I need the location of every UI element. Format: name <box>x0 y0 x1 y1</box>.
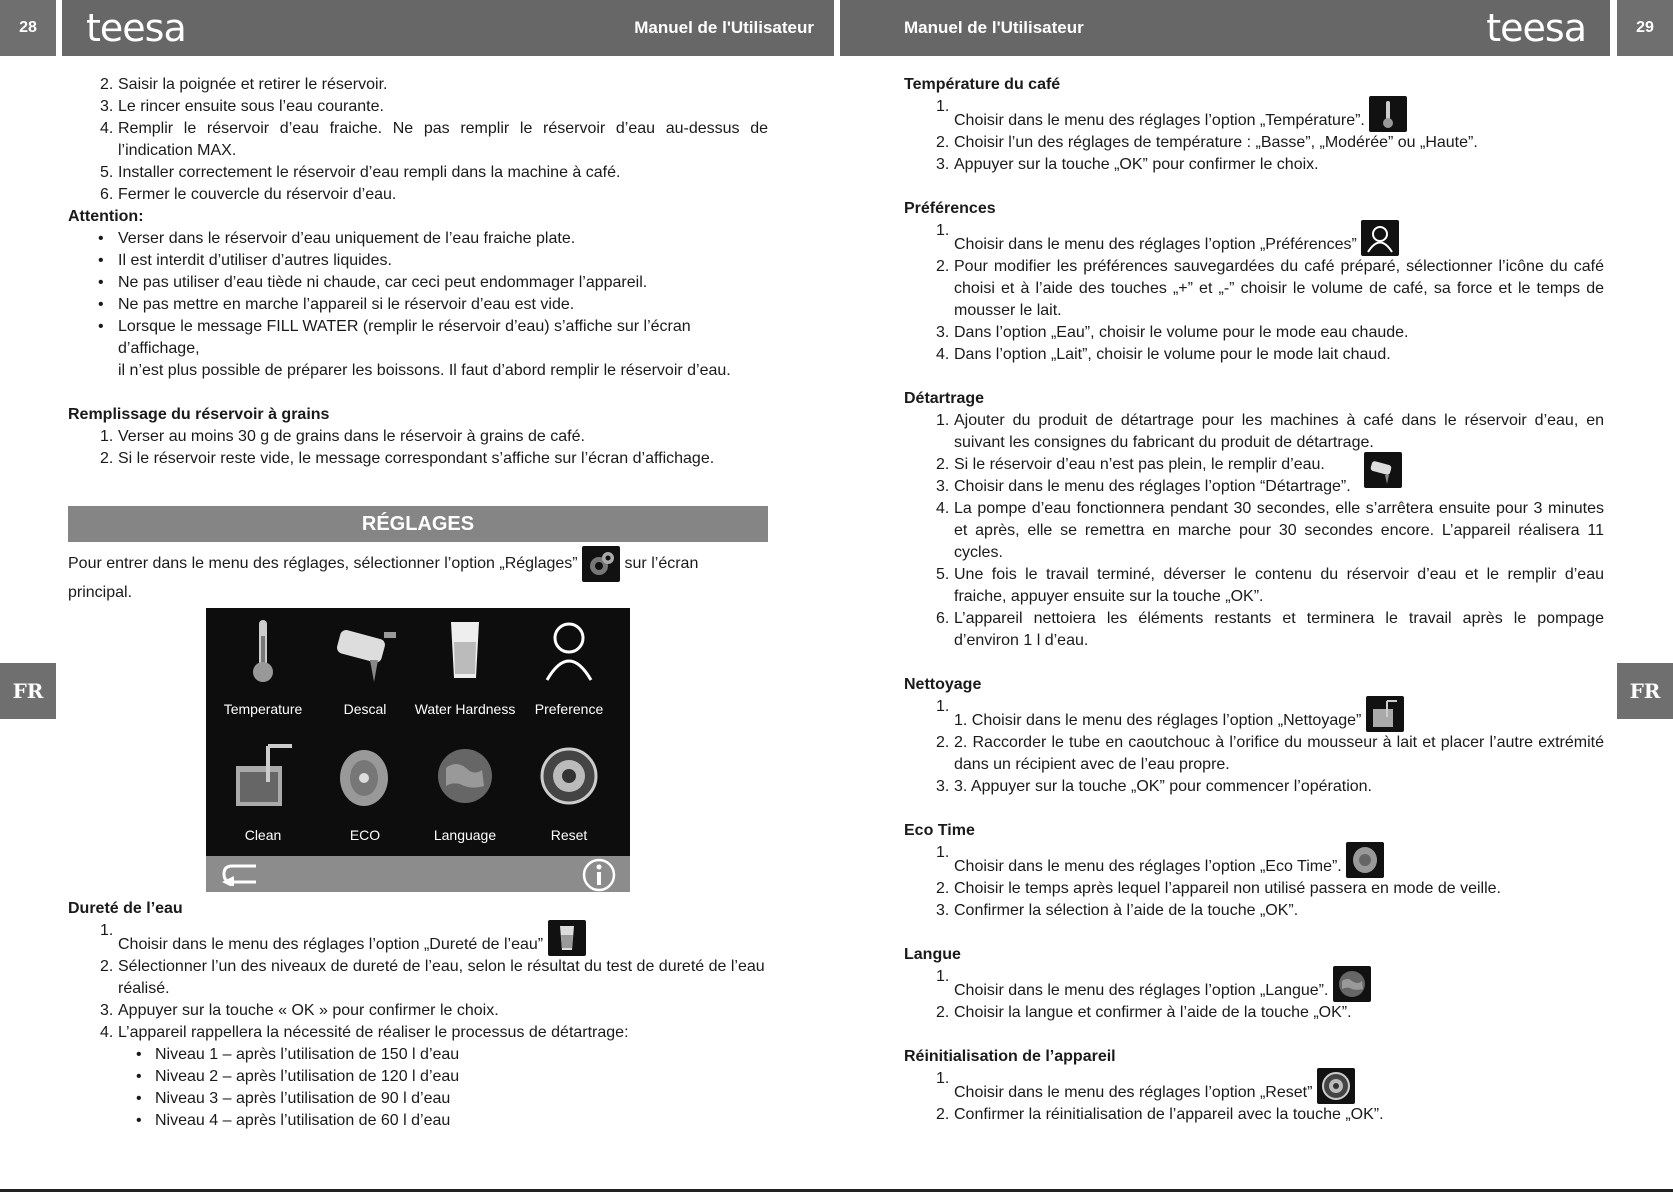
list-item-continued: d’environ 1 l d’eau. <box>954 632 1089 649</box>
list-item: 1. Choisir dans le menu des réglages l’option „Reset” <box>904 1068 1604 1104</box>
language-tab-right: FR <box>1617 663 1673 719</box>
list-item: • Niveau 3 – après l’utilisation de 90 l d’eau <box>136 1090 451 1107</box>
water-glass-icon <box>548 920 586 956</box>
reset-gear-icon <box>534 742 604 812</box>
eco-time-heading: Eco Time <box>904 822 975 839</box>
page-number-left: 28 <box>0 0 56 56</box>
list-item: • Ne pas utiliser d’eau tiède ni chaude, car ceci peut endommager l’appareil. <box>98 274 648 291</box>
screen-tile-water-hardness: Water Hardness <box>412 608 518 732</box>
list-item-continued: dans un récipient avec de l’eau propre. <box>954 756 1230 773</box>
water-glass-icon <box>445 616 485 686</box>
screen-tile-descal: Descal <box>312 608 418 732</box>
list-item: 1. Verser au moins 30 g de grains dans le réservoir à grains de café. <box>100 428 585 445</box>
list-item: 2. Sélectionner l’un des niveaux de dureté de l’eau, selon le résultat du test de dureté de l’eau <box>100 958 765 975</box>
list-item-continued: fraiche, appuyer ensuite sur la touche „OK”. <box>954 588 1264 605</box>
list-item: 1. Ajouter du produit de détartrage pour les machines à café dans le réservoir d’eau, en <box>936 412 1604 429</box>
screen-tile-preference: Preference <box>516 608 622 732</box>
list-item: 2. Confirmer la réinitialisation de l’appareil avec la touche „OK”. <box>936 1106 1384 1123</box>
back-arrow-icon <box>220 862 260 886</box>
list-item: 3. Le rincer ensuite sous l’eau courante. <box>100 98 384 115</box>
screen-tile-reset: Reset <box>516 734 622 858</box>
list-item: 5. Installer correctement le réservoir d’eau rempli dans la machine à café. <box>100 164 621 181</box>
intro-paragraph-continued: principal. <box>68 584 133 601</box>
screen-tile-eco: ECO <box>312 734 418 858</box>
list-item: 1. Choisir dans le menu des réglages l’option „Dureté de l’eau” <box>68 920 768 956</box>
descale-bottle-icon <box>330 616 400 686</box>
list-item: 2. Choisir la langue et confirmer à l’aide de la touche „OK”. <box>936 1004 1352 1021</box>
screen-tile-clean: Clean <box>210 734 316 858</box>
list-item: 4. L’appareil rappellera la nécessité de réaliser le processus de détartrage: <box>100 1024 629 1041</box>
list-item-continued: il n’est plus possible de préparer les boissons. Il faut d’abord remplir le réservoir d’eau. <box>118 362 731 379</box>
list-item: 2. Si le réservoir d’eau n’est pas plein, le remplir d’eau. <box>904 454 1604 476</box>
preferences-heading: Préférences <box>904 200 996 217</box>
detartrage-heading: Détartrage <box>904 390 985 407</box>
header-left <box>62 0 834 56</box>
list-item: 2. 2. Raccorder le tube en caoutchouc à l’orifice du mousseur à lait et placer l’autre extrémité <box>936 734 1604 751</box>
list-item: 1. Choisir dans le menu des réglages l’option „Langue”. <box>904 966 1604 1002</box>
globe-icon <box>1333 966 1371 1002</box>
list-item: 1. Choisir dans le menu des réglages l’option „Préférences” <box>904 220 1604 256</box>
header-title-left: Manuel de l'Utilisateur <box>634 18 814 37</box>
list-item: • Niveau 2 – après l’utilisation de 120 l d’eau <box>136 1068 460 1085</box>
brand-logo: teesa <box>1486 6 1586 50</box>
header-title-right: Manuel de l'Utilisateur <box>904 18 1084 37</box>
screen-tile-language: Language <box>412 734 518 858</box>
list-item: 6. Fermer le couvercle du réservoir d’eau. <box>100 186 397 203</box>
list-item: • Lorsque le message FILL WATER (remplir le réservoir d’eau) s’affiche sur l’écran d’affichage, <box>98 318 691 357</box>
durete-heading: Dureté de l’eau <box>68 900 183 917</box>
intro-paragraph: Pour entrer dans le menu des réglages, sélectionner l’option „Réglages” sur l’écran <box>68 546 768 582</box>
list-item: 4. La pompe d’eau fonctionnera pendant 30 secondes, elle s’arrêtera ensuite pour 3 minutes <box>936 500 1604 517</box>
list-item-continued: l’indication MAX. <box>118 142 237 159</box>
thermometer-icon <box>1369 96 1407 132</box>
list-item: 3. Choisir dans le menu des réglages l’option “Détartrage”. <box>936 478 1351 495</box>
list-item: 6. L’appareil nettoiera les éléments restants et terminera le travail après le pompage <box>936 610 1604 627</box>
page-number-right: 29 <box>1617 0 1673 56</box>
list-item-continued: réalisé. <box>118 980 170 997</box>
list-item-continued: suivant les consignes du fabricant du produit de détartrage. <box>954 434 1374 451</box>
list-item: 3. Appuyer sur la touche „OK” pour confirmer le choix. <box>936 156 1319 173</box>
brand-logo: teesa <box>86 6 186 50</box>
langue-heading: Langue <box>904 946 961 963</box>
eco-power-icon <box>330 742 400 812</box>
clean-container-icon <box>228 742 298 812</box>
section-title-reglages: RÉGLAGES <box>68 506 768 542</box>
right-column <box>904 74 1604 1126</box>
list-item-continued: choisi et à l’aide des touches „+” et „-” choisir le volume de café, sa force et le temps de <box>954 280 1604 297</box>
list-item: • Il est interdit d’utiliser d’autres liquides. <box>98 252 392 269</box>
list-item-continued: mousser le lait. <box>954 302 1062 319</box>
list-item: 3. 3. Appuyer sur la touche „OK” pour commencer l’opération. <box>936 778 1372 795</box>
list-item: 1. 1. Choisir dans le menu des réglages l’option „Nettoyage” <box>904 696 1604 732</box>
list-item: 1. Choisir dans le menu des réglages l’option „Eco Time”. <box>904 842 1604 878</box>
attention-heading: Attention: <box>68 208 144 225</box>
list-item: 2. Si le réservoir reste vide, le message correspondant s’affiche sur l’écran d’affichage. <box>100 450 715 467</box>
list-item: 2. Choisir l’un des réglages de température : „Basse”, „Modérée” ou „Haute”. <box>936 134 1478 151</box>
thermometer-icon <box>243 616 283 686</box>
list-item: • Niveau 1 – après l’utilisation de 150 l d’eau <box>136 1046 460 1063</box>
reset-gear-icon <box>1317 1068 1355 1104</box>
list-item: 2. Saisir la poignée et retirer le réservoir. <box>100 76 388 93</box>
grains-heading: Remplissage du réservoir à grains <box>68 406 330 423</box>
nettoyage-heading: Nettoyage <box>904 676 982 693</box>
list-item: • Niveau 4 – après l’utilisation de 60 l d’eau <box>136 1112 451 1129</box>
list-item: 4. Dans l’option „Lait”, choisir le volume pour le mode lait chaud. <box>936 346 1391 363</box>
globe-icon <box>430 742 500 812</box>
temperature-heading: Température du café <box>904 76 1061 93</box>
clean-container-icon <box>1366 696 1404 732</box>
user-icon <box>539 616 599 686</box>
list-item: 3. Appuyer sur la touche « OK » pour confirmer le choix. <box>100 1002 499 1019</box>
left-column <box>68 74 768 1132</box>
list-item: • Verser dans le réservoir d’eau uniquement de l’eau fraiche plate. <box>98 230 576 247</box>
list-item: 5. Une fois le travail terminé, déverser le contenu du réservoir d’eau et le remplir d’eau <box>936 566 1604 583</box>
list-item: 2. Choisir le temps après lequel l’appareil non utilisé passera en mode de veille. <box>936 880 1501 897</box>
list-item: 2. Pour modifier les préférences sauvegardées du café préparé, sélectionner l’icône du café <box>936 258 1604 275</box>
language-tab-left: FR <box>0 663 56 719</box>
list-item-continued: cycles. <box>954 544 1003 561</box>
list-item-continued: et après, elle se remettra en marche pour 30 secondes encore. L’appareil réalisera 11 <box>954 522 1604 539</box>
screen-tile-temperature: Temperature <box>210 608 316 732</box>
header-right <box>840 0 1610 56</box>
info-icon <box>582 858 616 892</box>
reset-heading: Réinitialisation de l’appareil <box>904 1048 1116 1065</box>
eco-power-icon <box>1346 842 1384 878</box>
list-item: 3. Dans l’option „Eau”, choisir le volume pour le mode eau chaude. <box>936 324 1409 341</box>
list-item: • Ne pas mettre en marche l’appareil si le réservoir d’eau est vide. <box>98 296 575 313</box>
settings-gear-icon <box>582 546 620 582</box>
list-item: 4. Remplir le réservoir d’eau fraiche. Ne pas remplir le réservoir d’eau au-dessus de <box>100 120 768 137</box>
list-item: 1. Choisir dans le menu des réglages l’option „Température”. <box>904 96 1604 132</box>
list-item: 3. Confirmer la sélection à l’aide de la touche „OK”. <box>936 902 1299 919</box>
screen-footer-bar <box>206 856 630 892</box>
user-icon <box>1361 220 1399 256</box>
settings-screen-image <box>206 608 630 892</box>
